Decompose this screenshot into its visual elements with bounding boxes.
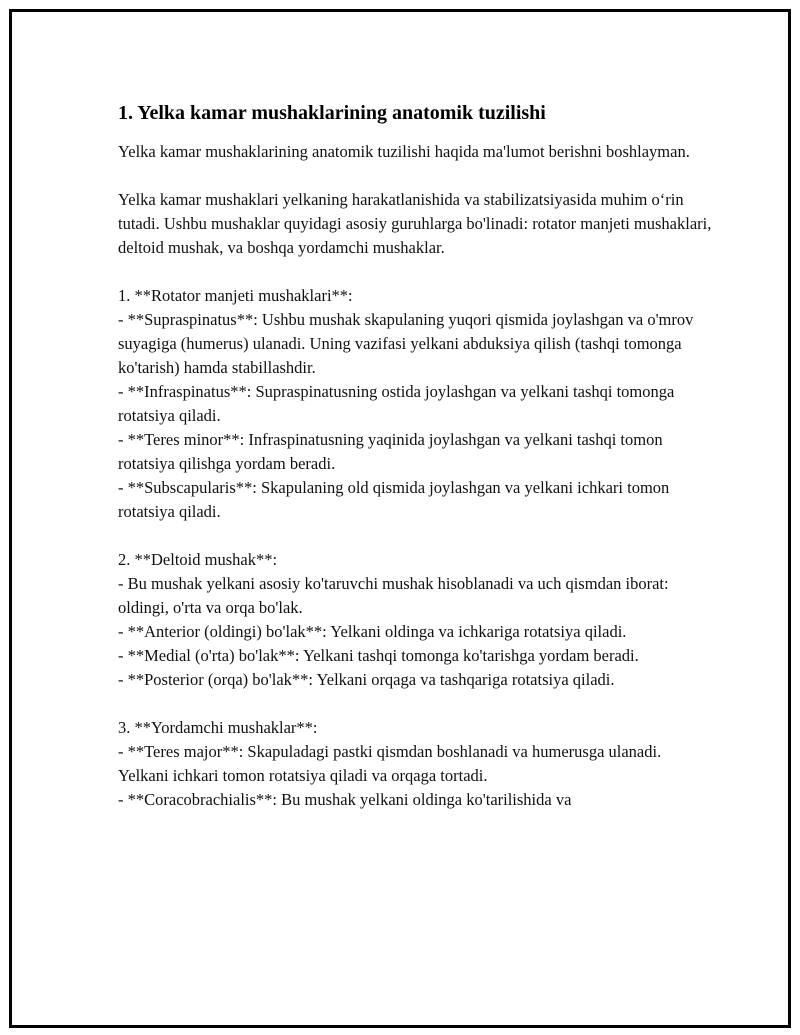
list-item-infraspinatus: - **Infraspinatus**: Supraspinatusning ostida joylashgan va yelkani tashqi tomonga rotatsiya qiladi. <box>118 382 675 425</box>
list-item-anterior: - **Anterior (oldingi) bo'lak**: Yelkani oldinga va ichkariga rotatsiya qiladi. <box>118 622 627 641</box>
document-title: 1. Yelka kamar mushaklarining anatomik tuzilishi <box>118 102 546 124</box>
section-heading: 1. **Rotator manjeti mushaklari**: <box>118 286 353 305</box>
list-item-deltoid-summary: - Bu mushak yelkani asosiy ko'taruvchi mushak hisoblanadi va uch qismdan iborat: oldingi, o'rta va orqa bo'lak. <box>118 574 669 617</box>
section-auxiliary <box>118 716 714 812</box>
document-body <box>118 100 714 812</box>
list-item-supraspinatus: - **Supraspinatus**: Ushbu mushak skapulaning yuqori qismida joylashgan va o'mrov suyagiga (humerus) ulanadi. Uning vazifasi yelkani abduksiya qilish (tashqi tomonga ko'tarish) hamda stabillashdir. <box>118 310 694 377</box>
intro-paragraph: Yelka kamar mushaklarining anatomik tuzilishi haqida ma'lumot berishni boshlayman. <box>118 142 690 161</box>
list-item-subscapularis: - **Subscapularis**: Skapulaning old qismida joylashgan va yelkani ichkari tomon rotatsiya qiladi. <box>118 478 670 521</box>
list-item-medial: - **Medial (o'rta) bo'lak**: Yelkani tashqi tomonga ko'tarishga yordam beradi. <box>118 646 639 665</box>
section-rotator-cuff <box>118 284 714 524</box>
section-heading: 2. **Deltoid mushak**: <box>118 550 278 569</box>
list-item-posterior: - **Posterior (orqa) bo'lak**: Yelkani orqaga va tashqariga rotatsiya qiladi. <box>118 670 615 689</box>
list-item-teres-major: - **Teres major**: Skapuladagi pastki qismdan boshlanadi va humerusga ulanadi. Yelkani ichkari tomon rotatsiya qiladi va orqaga tortadi. <box>118 742 662 785</box>
overview-paragraph: Yelka kamar mushaklari yelkaning harakatlanishida va stabilizatsiyasida muhim o‘rin tutadi. Ushbu mushaklar quyidagi asosiy guruhlarga bo'linadi: rotator manjeti mushaklari, deltoid mushak, va boshqa yordamchi mushaklar. <box>118 190 712 257</box>
list-item-teres-minor: - **Teres minor**: Infraspinatusning yaqinida joylashgan va yelkani tashqi tomon rotatsiya qilishga yordam beradi. <box>118 430 663 473</box>
section-heading: 3. **Yordamchi mushaklar**: <box>118 718 318 737</box>
list-item-coracobrachialis: - **Coracobrachialis**: Bu mushak yelkani oldinga ko'tarilishida va <box>118 790 572 809</box>
section-deltoid <box>118 548 714 692</box>
document-page <box>9 9 791 1028</box>
